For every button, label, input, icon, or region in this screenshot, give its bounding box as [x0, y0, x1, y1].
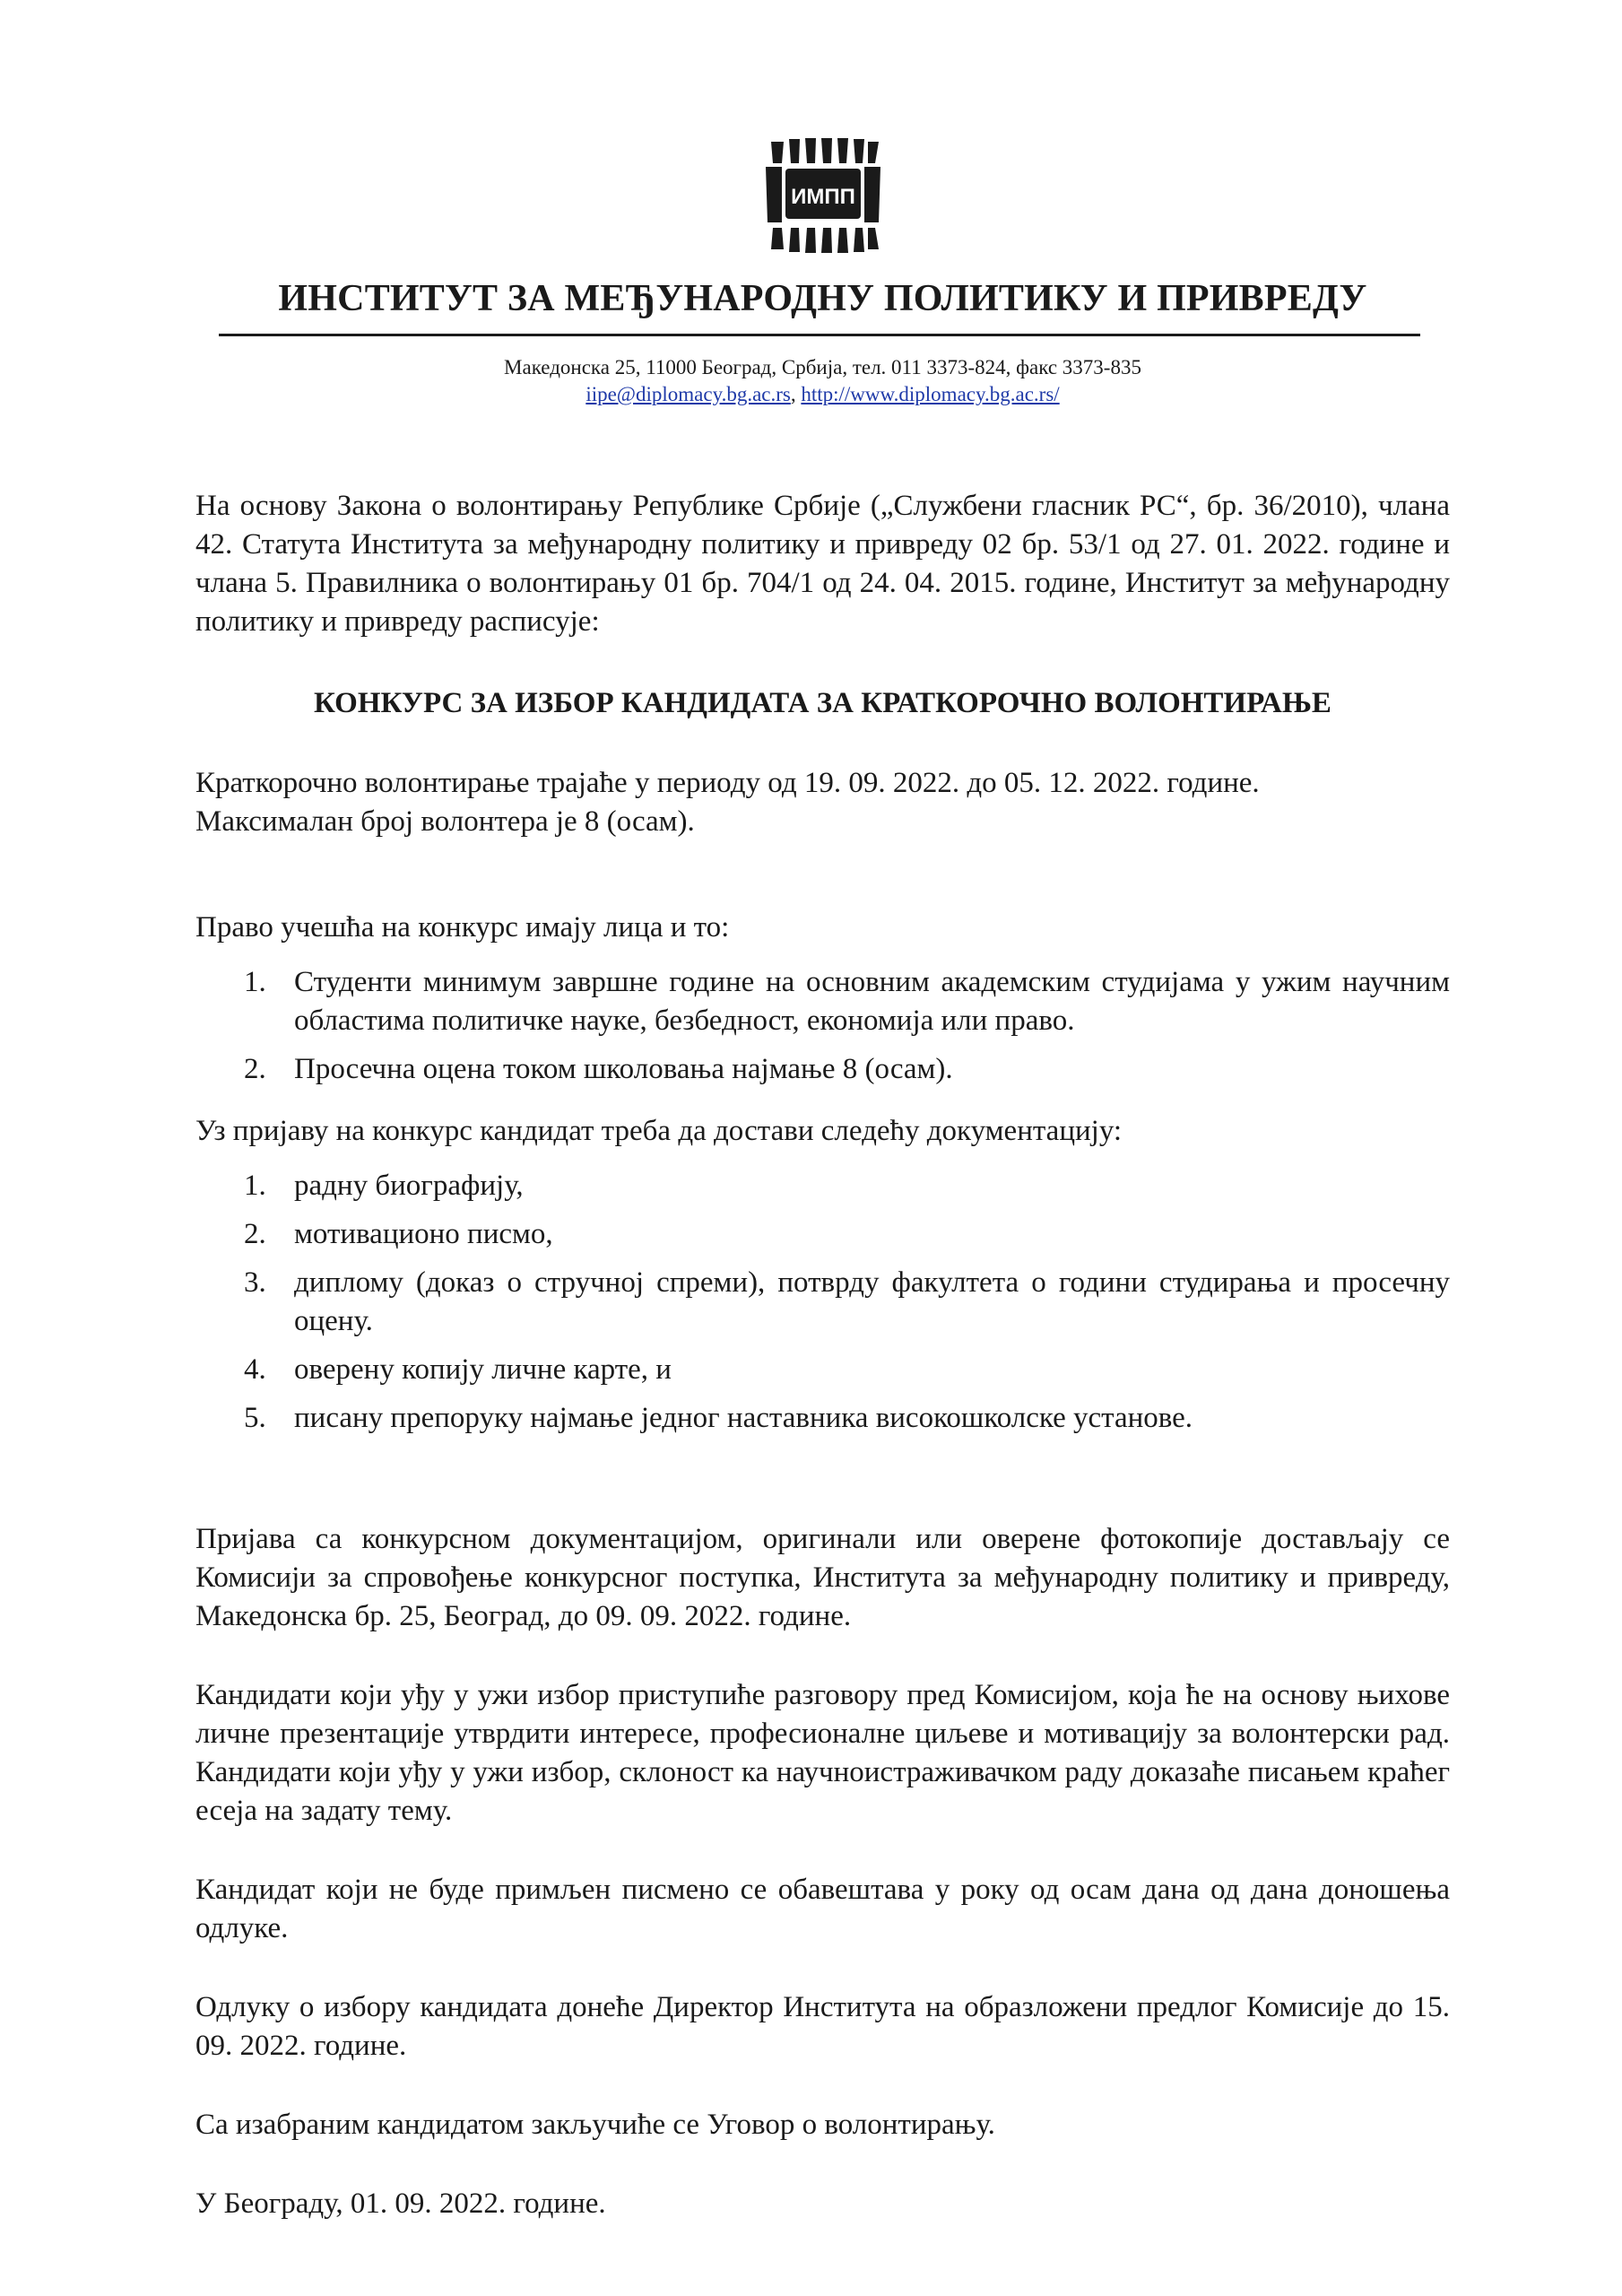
- list-item: [195, 1167, 1450, 1205]
- list-item-text: радну биографију,: [294, 1170, 524, 1202]
- list-item: [195, 1351, 1450, 1389]
- impp-logo-icon: [764, 136, 882, 255]
- address-line: Македонска 25, 11000 Београд, Србија, тел. 011 3373-824, факс 3373-835: [504, 356, 1141, 378]
- list-item: [195, 1215, 1450, 1254]
- list-item-text: Просечна оцена током школовања најмање 8 (осам).: [294, 1053, 953, 1085]
- decision-paragraph: Одлуку о избору кандидата донеће Директор Института на образложени предлог Комисије до 15. 09. 2022. године.: [195, 1991, 1450, 2062]
- place-date-line: У Београду, 01. 09. 2022. године.: [195, 2187, 606, 2220]
- list-item: [195, 963, 1450, 1040]
- list-item: [195, 1050, 1450, 1089]
- email-link[interactable]: iipe@diplomacy.bg.ac.rs: [585, 383, 791, 405]
- contract-paragraph: Са изабраним кандидатом закључиће се Уговор о волонтирању.: [195, 2109, 995, 2141]
- intro-paragraph: На основу Закона о волонтирању Републике Србије („Службени гласник РС“, бр. 36/2010), члана 42. Статута Института за међународну политику и привреду 02 бр. 53/1 од 27. 01. 2022. године и члана 5. Правилника о волонтирању 01 бр. 704/1 од 24. 04. 2015. године, Институт за међународну политику и привреду расписује:: [195, 490, 1450, 638]
- list-item-text: Студенти минимум завршне године на основним академским студијама у ужим научним областима политичке науке, безбедност, економија или право.: [294, 966, 1450, 1037]
- links-line: [195, 381, 1450, 408]
- website-link[interactable]: http://www.diplomacy.bg.ac.rs/: [801, 383, 1060, 405]
- logo-text: ИМПП: [790, 185, 855, 209]
- documents-intro: Уз пријаву на конкурс кандидат треба да достави следећу документацију:: [195, 1115, 1123, 1147]
- list-item: [195, 1264, 1450, 1341]
- page-bottom-margin: [195, 2223, 1450, 2259]
- links-separator: ,: [790, 383, 802, 405]
- list-item-text: мотивационо писмо,: [294, 1218, 553, 1250]
- list-item-number: 2.: [244, 1218, 266, 1250]
- list-item-text: писану препоруку најмање једног наставника високошколске установе.: [294, 1402, 1193, 1434]
- list-item: [195, 1399, 1450, 1438]
- eligibility-intro: Право учешћа на конкурс имају лица и то:: [195, 911, 730, 944]
- contact-block: [195, 354, 1450, 408]
- list-item-number: 3.: [244, 1266, 266, 1299]
- list-item-text: оверену копију личне карте, и: [294, 1353, 672, 1386]
- list-item-text: диплому (доказ о стручној спреми), потврду факултета о години студирања и просечну оцену.: [294, 1266, 1450, 1337]
- submission-paragraph: Пријава са конкурсном документацијом, оригинали или оверене фотокопије достављају се Комисији за спровођење конкурсног поступка, Института за међународну политику и привреду, Македонска бр. 25, Београд, до 09. 09. 2022. године.: [195, 1523, 1450, 1632]
- list-item-number: 2.: [244, 1053, 266, 1085]
- announcement-heading: КОНКУРС ЗА ИЗБОР КАНДИДАТА ЗА КРАТКОРОЧНО ВОЛОНТИРАЊЕ: [314, 687, 1331, 719]
- list-item-number: 5.: [244, 1402, 266, 1434]
- max-volunteers-line: Максималан број волонтера је 8 (осам).: [195, 805, 695, 838]
- rejection-paragraph: Кандидат који не буде примљен писмено се обавештава у року од осам дана од дана доношења одлуке.: [195, 1874, 1450, 1944]
- eligibility-list: [195, 963, 1450, 1089]
- logo: [195, 136, 1450, 262]
- interview-paragraph: Кандидати који уђу у ужи избор приступиће разговору пред Комисијом, која ће на основу њихове личне презентације утврдити интересе, професионалне циљеве и мотивацију за волонтерски рад. Кандидати који уђу у ужи избор, склоност ка научноистраживачком раду доказаће писањем краћег есеја на задату тему.: [195, 1679, 1450, 1827]
- header-divider: [219, 334, 1420, 336]
- list-item-number: 1.: [244, 966, 266, 998]
- institute-name: ИНСТИТУТ ЗА МЕЂУНАРОДНУ ПОЛИТИКУ И ПРИВРЕДУ: [278, 278, 1367, 319]
- documents-list: [195, 1167, 1450, 1438]
- duration-line: Краткорочно волонтирање трајаће у периоду од 19. 09. 2022. до 05. 12. 2022. године.: [195, 767, 1260, 799]
- list-item-number: 1.: [244, 1170, 266, 1202]
- list-item-number: 4.: [244, 1353, 266, 1386]
